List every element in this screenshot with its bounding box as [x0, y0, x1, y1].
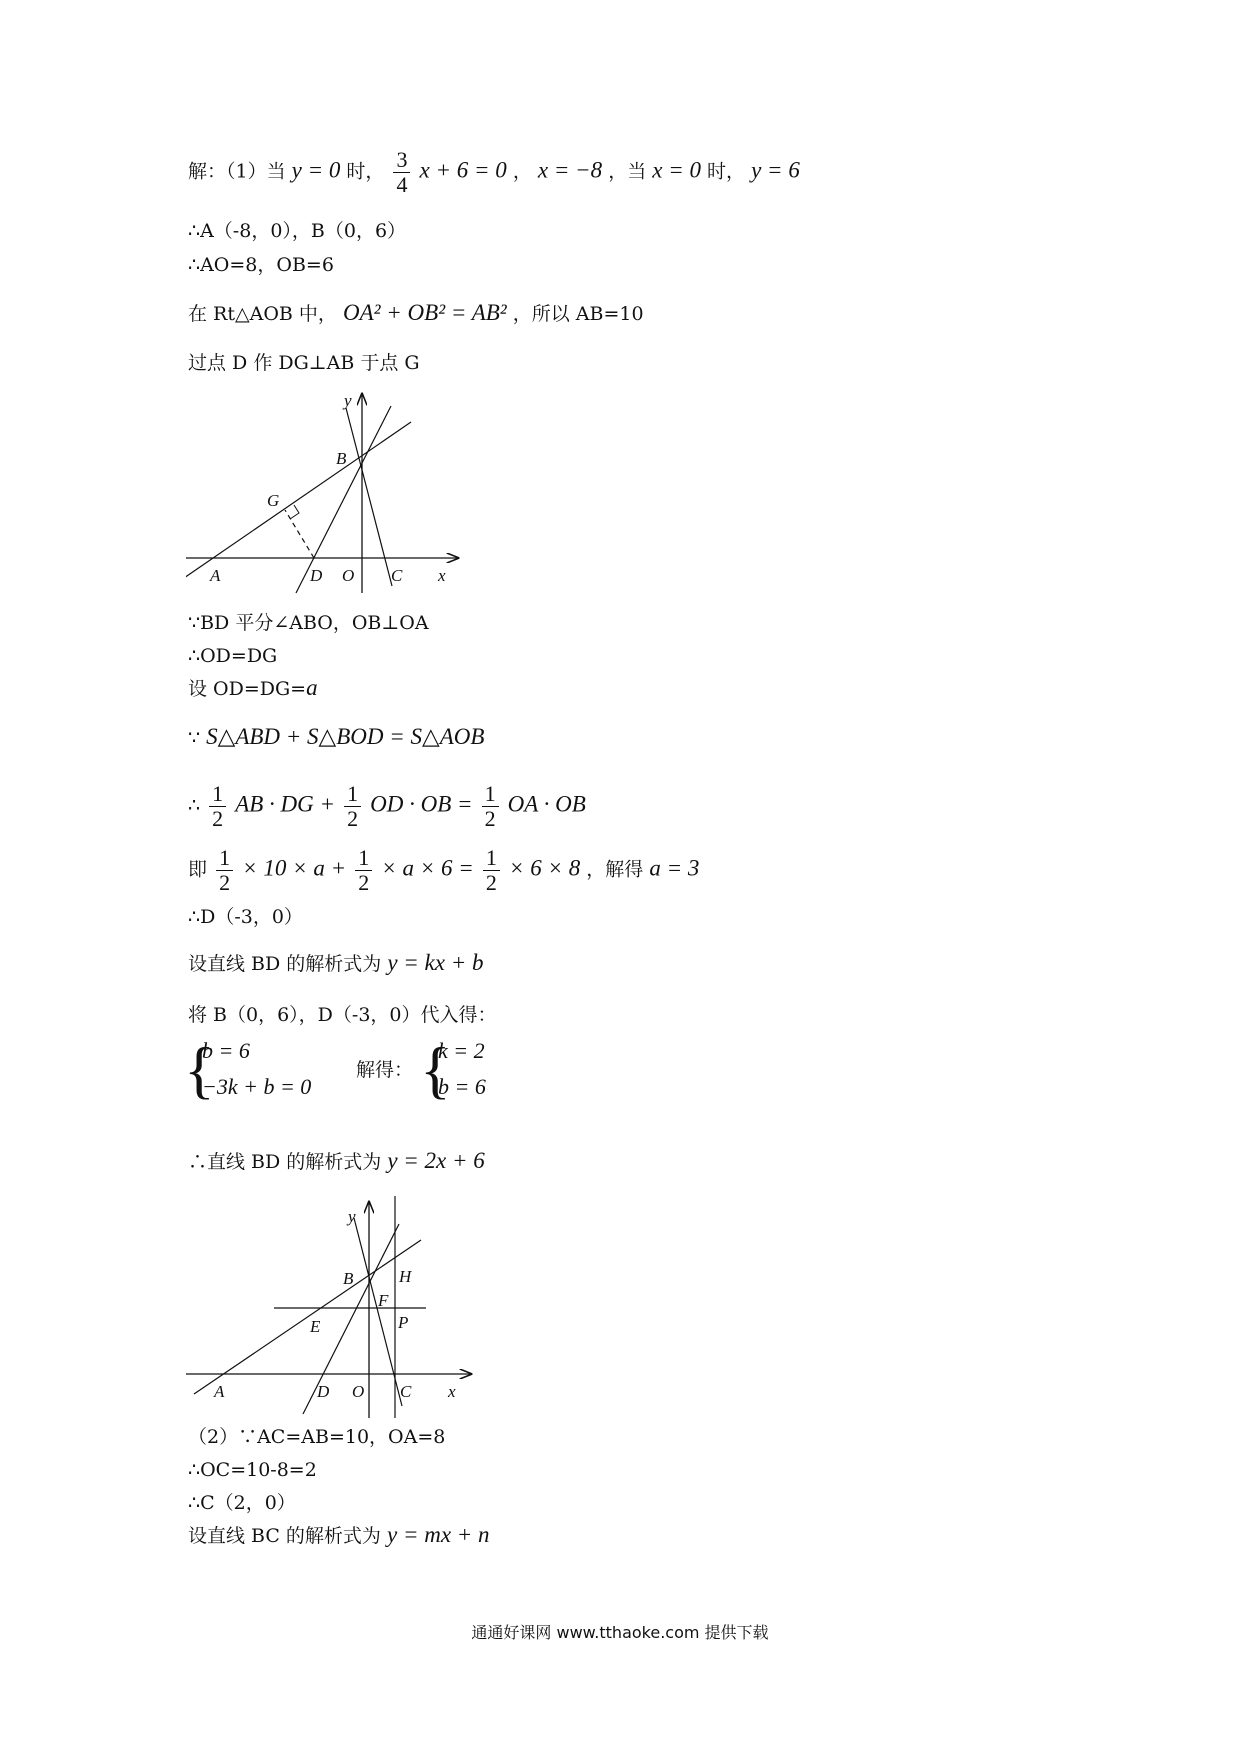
system-row: −3k + b = 0 — [202, 1074, 312, 1099]
label-p: P — [398, 1313, 409, 1332]
fraction-half — [216, 846, 233, 895]
label-a: A — [210, 566, 221, 585]
label-g: G — [267, 491, 280, 510]
denominator: 2 — [347, 806, 359, 831]
equation: y = mx + n — [386, 1522, 490, 1547]
label-c: C — [400, 1382, 412, 1401]
label-o: O — [352, 1382, 365, 1401]
solution-line-14: 将 B（0，6），D（-3，0）代入得： — [188, 1004, 497, 1026]
page-footer: 通通好课网 www.tthaoke.com 提供下载 — [471, 1623, 769, 1642]
brace: { — [420, 1034, 451, 1105]
text: 在 Rt△AOB 中， — [188, 303, 337, 325]
solution-line-18: ∴C（2，0） — [188, 1492, 296, 1514]
equation: y = 0 — [291, 157, 341, 183]
label-o: O — [342, 566, 355, 585]
equation: y = 6 — [751, 157, 800, 183]
line-bd — [296, 406, 391, 593]
label-b: B — [336, 449, 347, 468]
text: 解：（1）当 — [188, 160, 286, 183]
label-d: D — [310, 566, 323, 585]
equation-pythagoras: OA² + OB² = AB² — [342, 300, 507, 325]
text: ，解得 — [586, 858, 644, 881]
solution-line-5: 过点 D 作 DG⊥AB 于点 G — [188, 352, 420, 374]
line-ab — [194, 1240, 421, 1394]
equation-area-sum: S△ABD + S△BOD = S△AOB — [206, 724, 485, 749]
line-ab — [186, 422, 411, 578]
variable: a — [306, 675, 318, 700]
solution-line-10 — [188, 782, 586, 831]
solved-label: 解得： — [356, 1059, 414, 1081]
label-b: B — [343, 1269, 354, 1288]
system-row: k = 2 — [438, 1038, 485, 1063]
label-x: x — [448, 1382, 456, 1401]
segment-dg — [285, 510, 314, 558]
equation: × 6 × 8 — [508, 855, 581, 881]
figure-1-geometry — [186, 388, 466, 598]
label-a: A — [214, 1382, 225, 1401]
system-row: b = 6 — [202, 1038, 250, 1063]
denominator: 2 — [484, 806, 496, 831]
text: 设 OD=DG= — [188, 678, 307, 700]
line-bc — [346, 408, 392, 586]
label-x: x — [438, 566, 446, 585]
solution-line-12: ∴D（-3，0） — [188, 906, 303, 928]
solution-line-2: ∴A（-8，0），B（0，6） — [188, 220, 407, 242]
solution-line-11 — [188, 846, 699, 895]
numerator: 1 — [209, 782, 226, 807]
label-y: y — [348, 1207, 356, 1226]
solution-line-3: ∴AO=8，OB=6 — [188, 254, 334, 276]
numerator: 3 — [393, 148, 410, 173]
numerator: 1 — [482, 782, 499, 807]
denominator: 2 — [358, 870, 370, 895]
text: ，当 — [608, 160, 647, 183]
label-f: F — [378, 1291, 389, 1310]
solution-line-15 — [188, 1148, 485, 1175]
equation: x + 6 = 0 — [419, 157, 507, 183]
denominator: 2 — [219, 870, 231, 895]
text: 时， — [707, 160, 746, 183]
equation: x = −8 — [537, 157, 603, 183]
system-row: b = 6 — [438, 1074, 486, 1099]
equation: AB · DG + — [235, 791, 336, 817]
fraction-three-quarters — [393, 148, 410, 197]
solution-line-6: ∵BD 平分∠ABO，OB⊥OA — [188, 612, 429, 634]
text: ∴ — [188, 794, 201, 817]
fraction-half — [355, 846, 372, 895]
equation: y = 2x + 6 — [387, 1148, 485, 1173]
brace: { — [184, 1034, 215, 1105]
denominator: 2 — [485, 870, 497, 895]
numerator: 1 — [355, 846, 372, 871]
solution-line-17: ∴OC=10-8=2 — [188, 1459, 317, 1481]
numerator: 1 — [344, 782, 361, 807]
solution-line-9 — [188, 724, 484, 751]
text: ，所以 AB=10 — [512, 303, 644, 325]
text: ， — [512, 160, 532, 183]
numerator: 1 — [483, 846, 500, 871]
label-h: H — [399, 1267, 412, 1286]
fraction-half — [482, 782, 499, 831]
numerator: 1 — [216, 846, 233, 871]
fraction-half — [344, 782, 361, 831]
label-d: D — [317, 1382, 330, 1401]
figure-2-geometry — [186, 1196, 476, 1418]
equation: OA · OB — [507, 791, 586, 817]
text: 即 — [188, 858, 208, 881]
text: 设直线 BD 的解析式为 — [188, 953, 382, 975]
equation: × 10 × a + — [242, 855, 347, 881]
equation: x = 0 — [652, 157, 701, 183]
equation: y = kx + b — [387, 950, 484, 975]
solution-line-8 — [188, 675, 318, 702]
text: 时， — [346, 160, 385, 183]
text: ∵ — [188, 727, 201, 749]
equation: OD · OB = — [370, 791, 473, 817]
fraction-half — [483, 846, 500, 895]
right-angle-mark — [290, 505, 299, 519]
denominator: 4 — [396, 172, 408, 197]
fraction-half — [209, 782, 226, 831]
label-y: y — [344, 391, 352, 410]
text: 设直线 BC 的解析式为 — [188, 1525, 381, 1547]
solution-line-4 — [188, 300, 644, 327]
solution-line-7: ∴OD=DG — [188, 645, 278, 667]
answer: a = 3 — [649, 855, 700, 881]
label-e: E — [310, 1317, 321, 1336]
solution-line-16: （2）∵AC=AB=10，OA=8 — [188, 1426, 446, 1448]
solution-line-1 — [188, 148, 800, 197]
equation: × a × 6 = — [381, 855, 474, 881]
text: ∴直线 BD 的解析式为 — [188, 1151, 382, 1173]
label-c: C — [391, 566, 403, 585]
solution-line-19 — [188, 1522, 490, 1549]
solution-line-13 — [188, 950, 484, 977]
denominator: 2 — [212, 806, 224, 831]
